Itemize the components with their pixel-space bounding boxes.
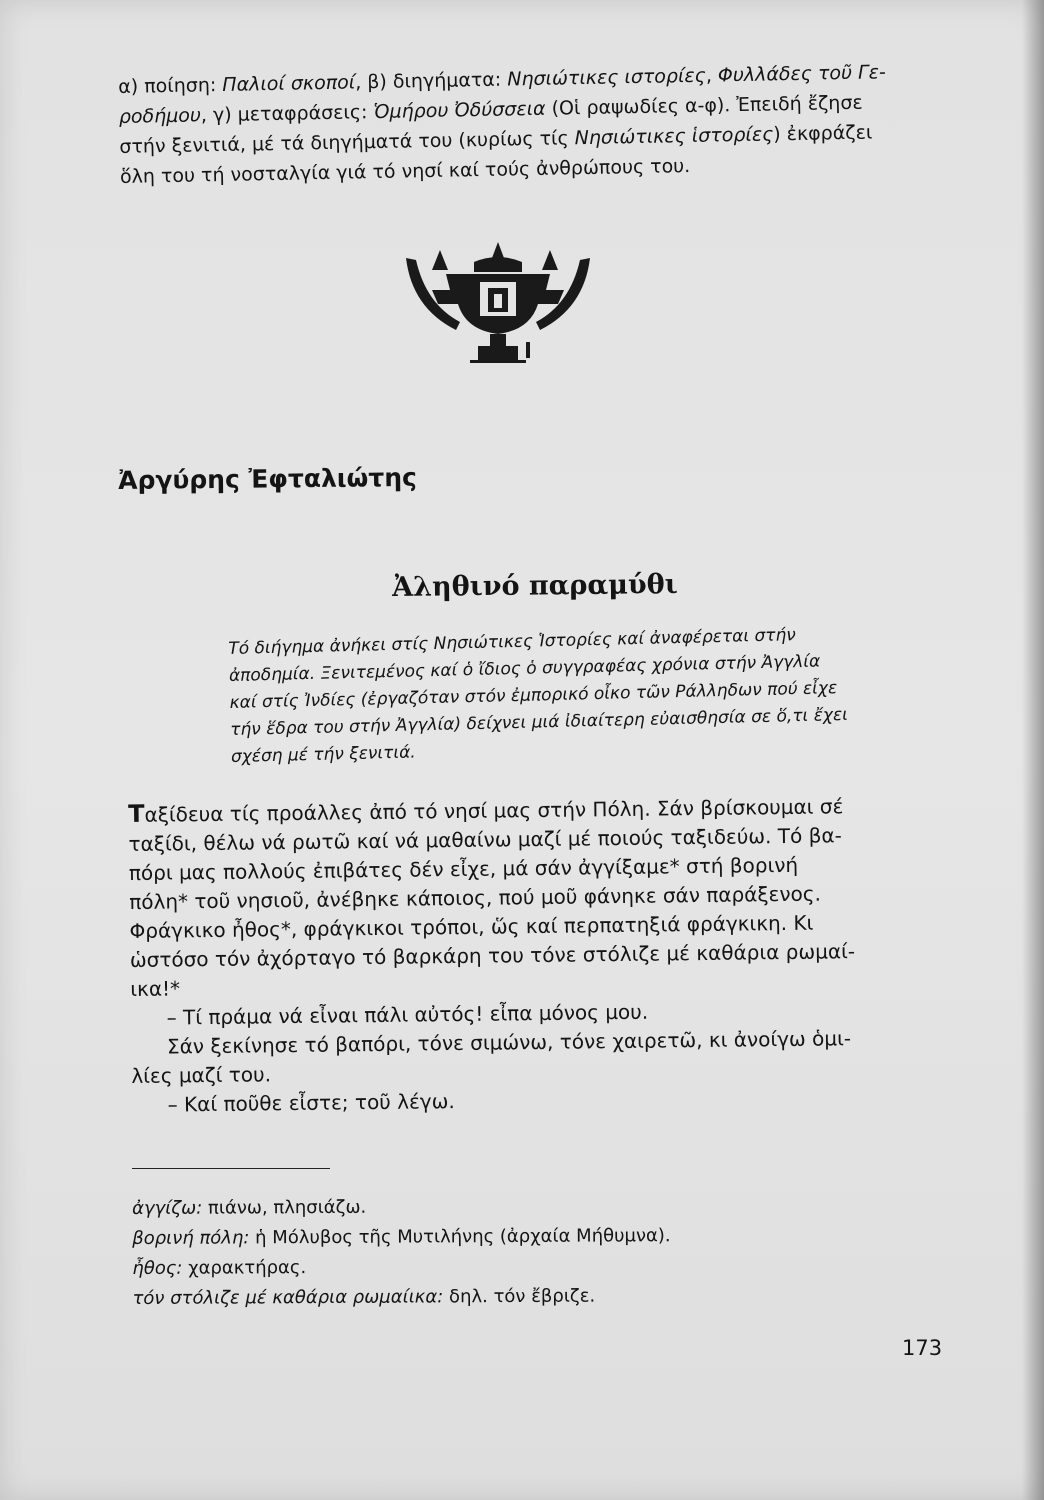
page-edge-shadow xyxy=(1022,0,1044,1500)
intro-italic-segment: Νησιώτικες ιστορίες xyxy=(507,64,707,91)
glossary-term: ἦθος: xyxy=(132,1257,183,1279)
glossary-entry xyxy=(132,1190,932,1224)
intro-text-segment: (Οἱ ραψωδίες α-φ). Ἐπειδή ἔζησε xyxy=(545,91,863,120)
footnote-divider xyxy=(132,1168,330,1169)
note-line: τήν ἕδρα του στήν Ἀγγλία) δείχνει μιά ἰδιαίτερη εὐαισθησία σε ὅ,τι ἔχει xyxy=(230,704,849,740)
body-line-text: αξίδευα τίς προάλλες ἀπό τό νησί μας στήν Πόλη. Σάν βρίσκουμαι σέ xyxy=(144,794,844,827)
dialogue-line: – Καί ποῦθε εἶστε; τοῦ λέγω. xyxy=(167,1089,455,1117)
intro-text-segment: ὅλη του τή νοσταλγία γιά τό νησί καί τούς ἀνθρώπους του. xyxy=(119,155,691,188)
note-line: Τό διήγημα ἀνήκει στίς Νησιώτικες Ἱστορίες καί ἀναφέρεται στήν xyxy=(228,625,797,659)
story-body xyxy=(128,790,954,1120)
ornamental-vessel-icon xyxy=(398,238,598,388)
body-line: Φράγκικο ἦθος*, φράγκικοι τρόποι, ὥς καί περπατηξιά φράγκικη. Κι xyxy=(129,910,814,943)
intro-text-segment: ) ἐκφράζει xyxy=(773,121,873,146)
intro-text-segment: , γ) μεταφράσεις: xyxy=(200,101,374,127)
intro-italic-segment: Νησιώτικες ἱστορίες xyxy=(574,123,774,150)
glossary-definition: ἡ Μόλυβος τῆς Μυτιλήνης (ἀρχαία Μήθυμνα). xyxy=(249,1225,671,1249)
glossary-definition: πιάνω, πλησιάζω. xyxy=(202,1196,367,1219)
dialogue-line: Σάν ξεκίνησε τό βαπόρι, τόνε σιμώνω, τόνε χαιρετῶ, κι ἀνοίγω ὁμι- xyxy=(166,1026,852,1059)
intro-italic-segment: Ὁμήρου Ὀδύσσεια xyxy=(373,97,546,124)
glossary-term: τόν στόλιζε μέ καθάρια ρωμαίικα: xyxy=(132,1286,444,1309)
intro-text-segment: στήν ξενιτιά, μέ τά διηγήματά του (κυρίως τίς xyxy=(119,127,575,158)
intro-text-segment: α) ποίηση: xyxy=(118,74,223,98)
intro-italic-segment: Φυλλάδες τοῦ Γε- xyxy=(717,61,886,87)
intro-italic-segment: ροδήμου xyxy=(118,104,202,128)
glossary-footnotes xyxy=(132,1190,933,1314)
glossary-term: βορινή πόλη: xyxy=(132,1227,250,1249)
body-line: πόλη* τοῦ νησιοῦ, ἀνέβηκε κάποιος, πού μοῦ φάνηκε σάν παράξενος. xyxy=(129,881,822,914)
note-line: σχέση μέ τήν ξενιτιά. xyxy=(230,742,416,767)
body-line: ὡστόσο τόν ἀχόρταγο τό βαρκάρη του τόνε στόλιζε μέ καθάρια ρωμαί- xyxy=(129,939,856,972)
story-title: Ἀληθινό παραμύθι xyxy=(392,569,678,603)
body-line: ικα!* xyxy=(130,976,181,1001)
body-line: λίες μαζί του. xyxy=(131,1062,272,1088)
note-line: καί στίς Ἰνδίες (ἐργαζόταν στόν ἐμπορικό οἶκο τῶν Ράλληδων πού εἶχε xyxy=(229,678,838,713)
glossary-entry xyxy=(132,1250,932,1284)
note-line: ἀποδημία. Ξενιτεμένος καί ὁ ἴδιος ὁ συγγραφέας χρόνια στήν Ἀγγλία xyxy=(228,651,821,686)
author-heading: Ἀργύρης Ἐφταλιώτης xyxy=(118,462,418,495)
body-line: πόρι μας πολλούς ἐπιβάτες δέν εἶχε, μά σάν ἀγγίξαμε* στή βορινή xyxy=(128,852,799,885)
glossary-entry xyxy=(132,1280,932,1314)
intro-text-segment: , β) διηγήματα: xyxy=(355,68,508,94)
page-number: 173 xyxy=(902,1336,943,1360)
intro-italic-segment: Παλιοί σκοποί xyxy=(222,71,356,96)
dropcap: Τ xyxy=(128,799,145,828)
intro-text-segment: , xyxy=(705,64,719,87)
glossary-entry xyxy=(132,1220,932,1254)
dialogue-line: – Τί πράμα νά εἶναι πάλι αὐτός! εἶπα μόνος μου. xyxy=(166,999,649,1030)
glossary-definition: δηλ. τόν ἔβριζε. xyxy=(443,1285,596,1308)
body-line: ταξίδι, θέλω νά ρωτῶ καί νά μαθαίνω μαζί μέ ποιούς ταξιδεύω. Τό βα- xyxy=(128,823,842,856)
glossary-term: ἀγγίζω: xyxy=(132,1197,203,1219)
intro-paragraph xyxy=(118,56,940,192)
glossary-definition: χαρακτήρας. xyxy=(182,1257,307,1279)
story-introduction-note xyxy=(228,618,953,771)
